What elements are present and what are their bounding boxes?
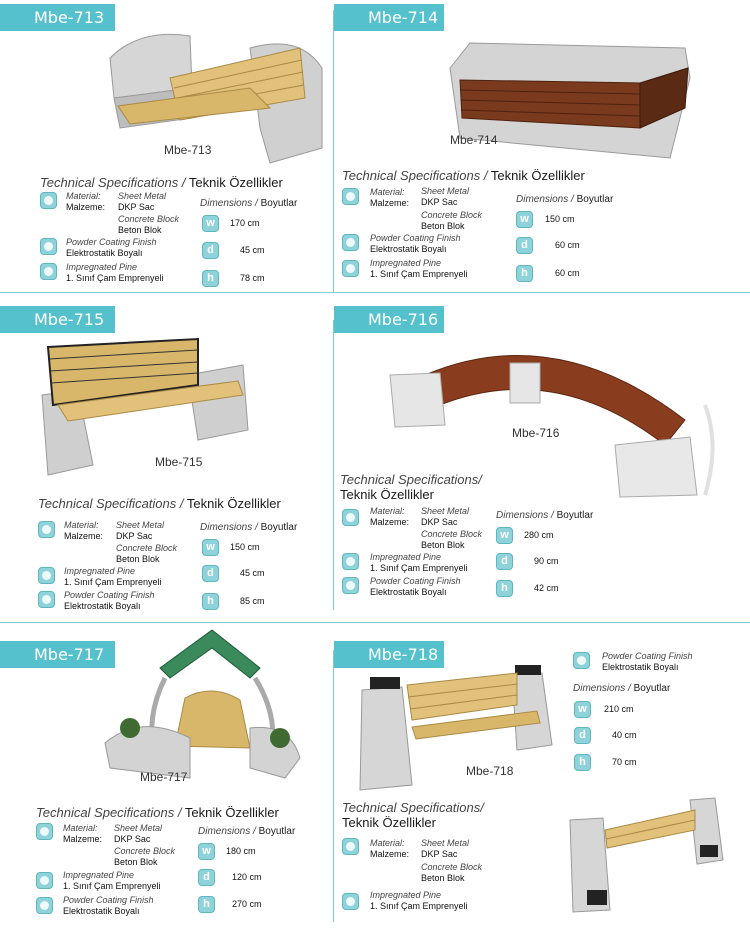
height-value: 70 cm — [612, 757, 637, 767]
material-label-tr: Malzeme: — [64, 531, 104, 541]
elektro-label: Elektrostatik Boyalı — [64, 601, 141, 611]
concrete-label: Concrete Block — [421, 862, 483, 872]
material-icon — [40, 192, 57, 209]
pine-label-tr: 1. Sınıf Çam Emprenyeli — [66, 273, 164, 283]
width-icon: w — [496, 527, 513, 544]
pine-label: Impregnated Pine — [63, 870, 135, 880]
powder-label: Powder Coating Finish — [602, 651, 693, 661]
powder-label: Powder Coating Finish — [370, 576, 461, 586]
depth-value: 90 cm — [534, 556, 559, 566]
width-value: 280 cm — [524, 530, 554, 540]
product-caption: Mbe-718 — [466, 764, 514, 778]
beton-label: Beton Blok — [421, 540, 465, 550]
material-icon — [342, 188, 359, 205]
powder-coating-icon — [38, 591, 55, 608]
product-caption: Mbe-714 — [450, 133, 498, 147]
pine-label: Impregnated Pine — [66, 262, 138, 272]
height-icon: h — [516, 265, 533, 282]
product-code-tag: Mbe-718 — [334, 641, 444, 668]
elektro-label: Elektrostatik Boyalı — [602, 662, 679, 672]
dimensions-title: Dimensions / Boyutlar — [198, 826, 296, 837]
height-icon: h — [496, 580, 513, 597]
row-divider — [0, 622, 345, 623]
material-label: Material: — [64, 520, 99, 530]
pine-label-tr: 1. Sınıf Çam Emprenyeli — [63, 881, 161, 891]
beton-label: Beton Blok — [116, 554, 160, 564]
material-label: Material: — [63, 823, 98, 833]
depth-value: 45 cm — [240, 245, 265, 255]
dimensions-title: Dimensions / Boyutlar — [200, 198, 298, 209]
powder-coating-icon — [342, 234, 359, 251]
powder-coating-icon — [573, 652, 590, 669]
material-label-tr: Malzeme: — [370, 517, 410, 527]
height-icon: h — [202, 593, 219, 610]
pine-icon — [342, 893, 359, 910]
concrete-label: Concrete Block — [421, 529, 483, 539]
dimensions-title: Dimensions / Boyutlar — [573, 683, 671, 694]
dkp-label: DKP Sac — [421, 517, 458, 527]
column-divider — [333, 320, 334, 610]
depth-value: 40 cm — [612, 730, 637, 740]
spec-title: Technical Specifications / Teknik Özellikler — [36, 805, 279, 820]
width-icon: w — [198, 843, 215, 860]
bench-image — [100, 628, 305, 783]
spec-title: Technical Specifications / Teknik Özellikler — [38, 496, 281, 511]
material-icon — [342, 509, 359, 526]
powder-coating-icon — [342, 577, 359, 594]
product-code-tag: Mbe-713 — [0, 4, 115, 31]
width-icon: w — [574, 701, 591, 718]
bench-image — [38, 335, 253, 485]
width-icon: w — [202, 539, 219, 556]
product-code-tag: Mbe-716 — [334, 306, 444, 333]
pine-label-tr: 1. Sınıf Çam Emprenyeli — [370, 563, 468, 573]
material-icon — [38, 521, 55, 538]
height-icon: h — [202, 270, 219, 287]
material-icon — [342, 838, 359, 855]
pine-label: Impregnated Pine — [370, 890, 442, 900]
height-value: 270 cm — [232, 899, 262, 909]
height-icon: h — [574, 754, 591, 771]
pine-label-tr: 1. Sınıf Çam Emprenyeli — [370, 901, 468, 911]
spec-title: Technical Specifications/ Teknik Özellikler — [342, 800, 484, 830]
height-value: 42 cm — [534, 583, 559, 593]
pine-icon — [36, 872, 53, 889]
height-icon: h — [198, 896, 215, 913]
powder-label: Powder Coating Finish — [370, 233, 461, 243]
row-divider — [0, 292, 345, 293]
bench-back-view-image — [565, 790, 725, 915]
product-caption: Mbe-717 — [140, 770, 188, 784]
width-value: 150 cm — [230, 542, 260, 552]
product-code-tag: Mbe-717 — [0, 641, 115, 668]
powder-coating-icon — [40, 238, 57, 255]
elektro-label: Elektrostatik Boyalı — [370, 587, 447, 597]
dkp-label: DKP Sac — [421, 197, 458, 207]
dkp-label: DKP Sac — [118, 202, 155, 212]
material-label: Material: — [370, 838, 405, 848]
product-caption: Mbe-716 — [512, 426, 560, 440]
sheet-metal-label: Sheet Metal — [114, 823, 163, 833]
height-value: 60 cm — [555, 268, 580, 278]
pine-icon — [342, 260, 359, 277]
elektro-label: Elektrostatik Boyalı — [66, 248, 143, 258]
pine-icon — [40, 263, 57, 280]
material-icon — [36, 823, 53, 840]
material-label-tr: Malzeme: — [66, 202, 106, 212]
spec-title: Technical Specifications/ Teknik Özellikler — [340, 472, 482, 502]
sheet-metal-label: Sheet Metal — [421, 186, 470, 196]
depth-icon: d — [198, 869, 215, 886]
depth-value: 45 cm — [240, 568, 265, 578]
pine-label: Impregnated Pine — [370, 552, 442, 562]
concrete-label: Concrete Block — [421, 210, 483, 220]
product-caption: Mbe-713 — [164, 143, 212, 157]
pine-icon — [342, 553, 359, 570]
elektro-label: Elektrostatik Boyalı — [370, 244, 447, 254]
concrete-label: Concrete Block — [118, 214, 180, 224]
sheet-metal-label: Sheet Metal — [116, 520, 165, 530]
depth-icon: d — [574, 727, 591, 744]
dimensions-title: Dimensions / Boyutlar — [516, 194, 614, 205]
sheet-metal-label: Sheet Metal — [421, 838, 470, 848]
dimensions-title: Dimensions / Boyutlar — [200, 522, 298, 533]
product-code-tag: Mbe-714 — [334, 4, 444, 31]
powder-coating-icon — [36, 897, 53, 914]
bench-image — [352, 665, 557, 795]
product-code-tag: Mbe-715 — [0, 306, 115, 333]
beton-label: Beton Blok — [421, 221, 465, 231]
spec-title: Technical Specifications / Teknik Özellikler — [342, 168, 585, 183]
pine-label-tr: 1. Sınıf Çam Emprenyeli — [64, 577, 162, 587]
pine-icon — [38, 567, 55, 584]
material-label-tr: Malzeme: — [370, 849, 410, 859]
width-icon: w — [516, 211, 533, 228]
dimensions-title: Dimensions / Boyutlar — [496, 510, 594, 521]
pine-label: Impregnated Pine — [370, 258, 442, 268]
depth-icon: d — [202, 565, 219, 582]
powder-label: Powder Coating Finish — [63, 895, 154, 905]
dkp-label: DKP Sac — [116, 531, 153, 541]
row-divider — [345, 292, 750, 293]
beton-label: Beton Blok — [421, 873, 465, 883]
height-value: 78 cm — [240, 273, 265, 283]
width-value: 180 cm — [226, 846, 256, 856]
depth-value: 60 cm — [555, 240, 580, 250]
material-label: Material: — [370, 506, 405, 516]
depth-icon: d — [496, 553, 513, 570]
depth-icon: d — [202, 242, 219, 259]
column-divider — [333, 10, 334, 293]
material-label: Material: — [66, 191, 101, 201]
beton-label: Beton Blok — [114, 857, 158, 867]
material-label: Material: — [370, 187, 405, 197]
spec-title: Technical Specifications / Teknik Özellikler — [40, 175, 283, 190]
material-label-tr: Malzeme: — [63, 834, 103, 844]
product-caption: Mbe-715 — [155, 455, 203, 469]
material-label-tr: Malzeme: — [370, 198, 410, 208]
pine-label-tr: 1. Sınıf Çam Emprenyeli — [370, 269, 468, 279]
concrete-label: Concrete Block — [116, 543, 178, 553]
dkp-label: DKP Sac — [421, 849, 458, 859]
width-value: 210 cm — [604, 704, 634, 714]
sheet-metal-label: Sheet Metal — [421, 506, 470, 516]
depth-icon: d — [516, 237, 533, 254]
width-value: 170 cm — [230, 218, 260, 228]
dkp-label: DKP Sac — [114, 834, 151, 844]
width-icon: w — [202, 215, 219, 232]
width-value: 150 cm — [545, 214, 575, 224]
beton-label: Beton Blok — [118, 225, 162, 235]
height-value: 85 cm — [240, 596, 265, 606]
pine-label: Impregnated Pine — [64, 566, 136, 576]
sheet-metal-label: Sheet Metal — [118, 191, 167, 201]
column-divider — [333, 650, 334, 922]
depth-value: 120 cm — [232, 872, 262, 882]
bench-image — [100, 28, 330, 168]
powder-label: Powder Coating Finish — [66, 237, 157, 247]
powder-label: Powder Coating Finish — [64, 590, 155, 600]
row-divider — [345, 622, 750, 623]
concrete-label: Concrete Block — [114, 846, 176, 856]
elektro-label: Elektrostatik Boyalı — [63, 906, 140, 916]
